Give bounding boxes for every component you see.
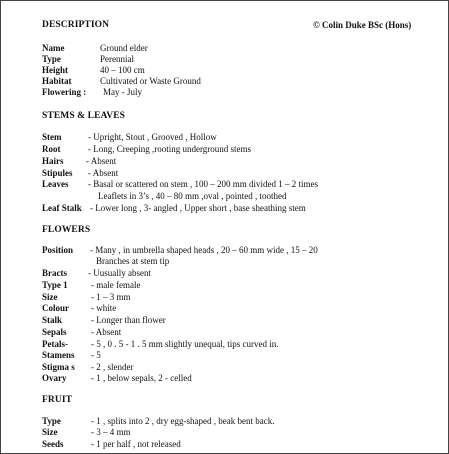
stipules-value: - Absent xyxy=(88,168,119,178)
stipules-label: Stipules xyxy=(42,168,73,178)
fruit-type-label: Type xyxy=(42,416,61,426)
colour-label: Colour xyxy=(42,303,69,313)
height-label: Height xyxy=(42,65,68,75)
stalk-value: - Longer than flower xyxy=(91,315,166,325)
leaves-label: Leaves xyxy=(42,179,69,189)
position-label: Position xyxy=(42,245,74,255)
seeds-value: - 1 per half , not released xyxy=(91,439,181,449)
size-label: Size xyxy=(42,292,58,302)
position-value-cont: Branches at stem tip xyxy=(96,256,170,266)
size-value: - 1 – 3 mm xyxy=(91,292,131,302)
stems-leaves-heading: STEMS & LEAVES xyxy=(42,111,126,121)
stem-value: - Upright, Stout , Grooved , Hollow xyxy=(88,132,217,142)
flowering-label: Flowering : xyxy=(42,87,87,97)
stigmas-value: - 2 , slender xyxy=(91,362,134,372)
fruit-size-label: Size xyxy=(42,427,58,437)
type1-label: Type 1 xyxy=(42,280,68,290)
sepals-value: - Absent xyxy=(91,327,122,337)
hairs-value: - Absent xyxy=(86,156,117,166)
ovary-value: - 1 , below sepals, 2 - celled xyxy=(91,373,192,383)
bracts-value: - Uusually absent xyxy=(88,268,151,278)
habitat-value: Cultivated or Waste Ground xyxy=(100,76,201,86)
name-value: Ground elder xyxy=(100,43,148,53)
ovary-label: Ovary xyxy=(42,373,67,383)
type-label: Type xyxy=(42,54,61,64)
hairs-label: Hairs xyxy=(42,156,64,166)
fruit-size-value: - 3 – 4 mm xyxy=(91,427,131,437)
colour-value: - white xyxy=(91,303,117,313)
petals-value: - 5 , 0 . 5 - 1 . 5 mm slightly unequal, tips curved in. xyxy=(91,339,279,349)
leaf-stalk-label: Leaf Stalk xyxy=(42,203,82,213)
leaves-value-cont: Leaflets in 3’s , 40 – 80 mm ,oval , pointed , toothed xyxy=(98,191,287,201)
copyright-notice: © Colin Duke BSc (Hons) xyxy=(313,20,412,30)
position-value: - Many , in umbrella shaped heads , 20 – 60 mm wide , 15 – 20 xyxy=(90,245,318,255)
stamens-label: Stamens xyxy=(42,350,75,360)
flowers-heading: FLOWERS xyxy=(42,225,91,235)
stalk-label: Stalk xyxy=(42,315,63,325)
type1-value: - male female xyxy=(91,280,141,290)
stigmas-label: Stigma s xyxy=(42,362,75,372)
root-label: Root xyxy=(42,144,61,154)
name-label: Name xyxy=(42,43,65,53)
leaf-stalk-value: - Lower long , 3- angled , Upper short , base sheathing stem xyxy=(90,203,306,213)
height-value: 40 – 100 cm xyxy=(100,65,145,75)
fruit-heading: FRUIT xyxy=(42,395,73,405)
stamens-value: - 5 xyxy=(91,350,101,360)
page-title: DESCRIPTION xyxy=(42,20,110,30)
leaves-value: - Basal or scattered on stem , 100 – 200 mm divided 1 – 2 times xyxy=(88,179,318,189)
root-value: - Long, Creeping ,rooting underground stems xyxy=(88,144,252,154)
flowering-value: May - July xyxy=(103,87,142,97)
petals-label: Petals- xyxy=(42,339,68,349)
fruit-type-value: - 1 , splits into 2 , dry egg-shaped , beak bent back. xyxy=(91,416,275,426)
seeds-label: Seeds xyxy=(42,439,64,449)
type-value: Perennial xyxy=(100,54,134,64)
habitat-label: Habitat xyxy=(42,76,72,86)
bracts-label: Bracts xyxy=(42,268,67,278)
sepals-label: Sepals xyxy=(42,327,67,337)
stem-label: Stem xyxy=(42,132,62,142)
